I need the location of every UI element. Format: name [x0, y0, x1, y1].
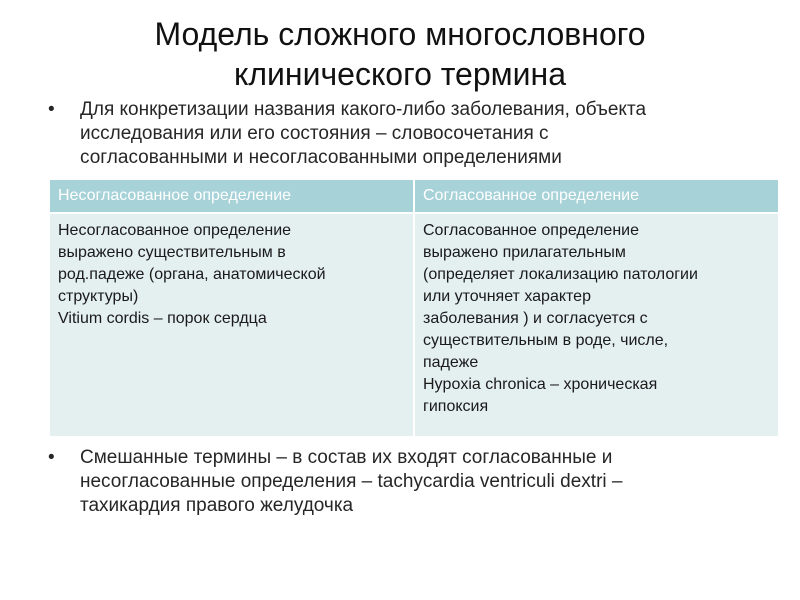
- bullet-2-line-1: Смешанные термины – в состав их входят согласованные и: [80, 447, 613, 468]
- header-coordinated-definition: Согласованное определение: [414, 180, 778, 213]
- table-header-row: [50, 180, 778, 213]
- cell-2-line-6: существительным в роде, числе,: [423, 332, 669, 349]
- bullet-2-line-3: тахикардия правого желудочка: [80, 495, 354, 516]
- bullet-1-line-2: исследования или его состояния – словосочетания с: [80, 123, 549, 144]
- bullet-marker-1: •: [48, 99, 55, 120]
- cell-2-example-2: гипоксия: [423, 398, 489, 415]
- slide-title-line-1: Модель сложного многословного: [154, 16, 646, 52]
- bullet-1-line-3: согласованными и несогласованными определениями: [80, 147, 562, 168]
- bullet-text-2: [48, 446, 738, 518]
- definitions-table: [50, 180, 778, 436]
- table-row: [50, 213, 778, 436]
- header-uncoordinated-definition: Несогласованное определение: [50, 180, 414, 213]
- bullet-2-line-2: несогласованные определения – tachycardia ventriculi dextri –: [80, 471, 623, 492]
- cell-uncoordinated-definition: [50, 213, 414, 436]
- cell-1-line-4: структуры): [58, 288, 139, 305]
- cell-1-line-3: род.падеже (органа, анатомической: [58, 266, 326, 283]
- cell-1-line-2: выражено существительным в: [58, 244, 286, 261]
- cell-2-line-4: или уточняет характер: [423, 288, 591, 305]
- bullet-1-line-1: Для конкретизации названия какого-либо заболевания, объекта: [80, 99, 647, 120]
- cell-2-line-3: (определяет локализацию патологии: [423, 266, 698, 283]
- bullet-text-1: [48, 98, 738, 170]
- cell-2-example-1: Hypoxia chronica – хроническая: [423, 376, 658, 393]
- slide-title: [0, 14, 800, 94]
- cell-2-line-1: Согласованное определение: [423, 222, 639, 239]
- cell-1-line-1: Несогласованное определение: [58, 222, 292, 239]
- cell-2-line-2: выражено прилагательным: [423, 244, 626, 261]
- cell-coordinated-definition: [414, 213, 778, 436]
- cell-2-line-5: заболевания ) и согласуется с: [423, 310, 648, 327]
- bullet-marker-2: •: [48, 447, 55, 468]
- bullet-item-2: [48, 446, 738, 518]
- bullet-item-1: [48, 98, 738, 170]
- slide-title-line-2: клинического термина: [234, 56, 566, 92]
- cell-1-example: Vitium cordis – порок сердца: [58, 310, 267, 327]
- cell-2-line-7: падеже: [423, 354, 479, 371]
